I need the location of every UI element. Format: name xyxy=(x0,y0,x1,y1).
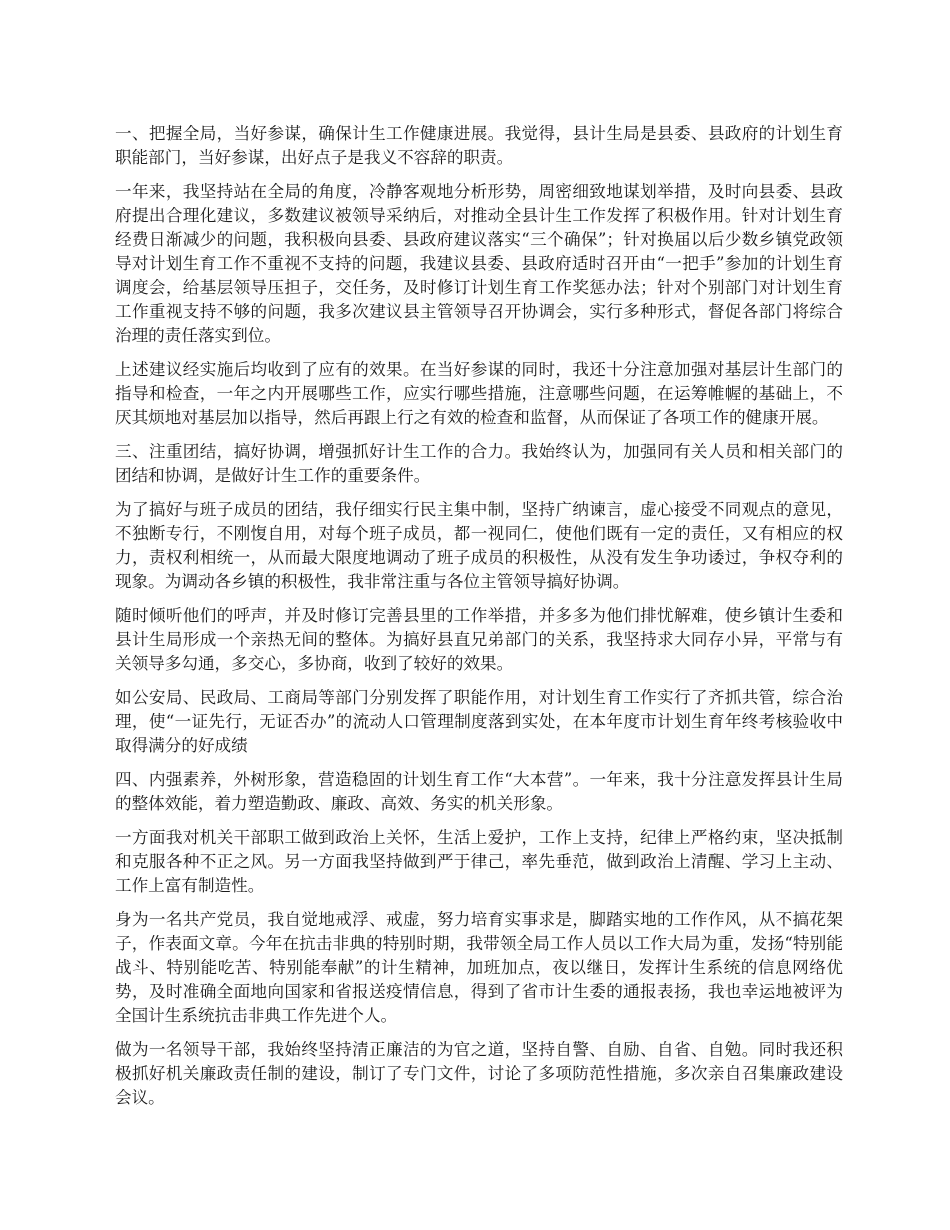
paragraph-3: 上述建议经实施后均收到了应有的效果。在当好参谋的同时，我还十分注意加强对基层计生部门的指导和检查，一年之内开展哪些工作，应实行哪些措施，注意哪些问题，在运筹帷幄的基础上，不厌其烦地对基层加以指导，然后再跟上行之有效的检查和监督，从而保证了各项工作的健康开展。 xyxy=(115,360,843,427)
paragraph-7: 如公安局、民政局、工商局等部门分别发挥了职能作用，对计划生育工作实行了齐抓共管，综合治理，使“一证先行，无证否办”的流动人口管理制度落到实处，在本年度市计划生育年终考核验收中取得满分的好成绩 xyxy=(115,688,843,755)
paragraph-6: 随时倾听他们的呼声，并及时修订完善县里的工作举措，并多多为他们排忧解难，使乡镇计生委和县计生局形成一个亲热无间的整体。为搞好县直兄弟部门的关系，我坚持求大同存小异，平常与有关领导多勾通，多交心，多协商，收到了较好的效果。 xyxy=(115,606,843,673)
paragraph-8: 四、内强素养，外树形象，营造稳固的计划生育工作“大本营”。一年来，我十分注意发挥县计生局的整体效能，着力塑造勤政、廉政、高效、务实的机关形象。 xyxy=(115,770,843,813)
paragraph-11: 做为一名领导干部，我始终坚持清正廉洁的为官之道，坚持自警、自励、自省、自勉。同时我还积极抓好机关廉政责任制的建设，制订了专门文件，讨论了多项防范性措施，多次亲自召集廉政建设会议。 xyxy=(115,1040,843,1107)
paragraph-4: 三、注重团结，搞好协调，增强抓好计生工作的合力。我始终认为，加强同有关人员和相关部门的团结和协调，是做好计生工作的重要条件。 xyxy=(115,442,843,485)
paragraph-9: 一方面我对机关干部职工做到政治上关怀，生活上爱护，工作上支持，纪律上严格约束，坚决抵制和克服各种不正之风。另一方面我坚持做到严于律己，率先垂范，做到政治上清醒、学习上主动、工作上富有制造性。 xyxy=(115,828,843,895)
paragraph-10: 身为一名共产党员，我自觉地戒浮、戒虚，努力培育实事求是，脚踏实地的工作作风，从不搞花架子，作表面文章。今年在抗击非典的特别时期，我带领全局工作人员以工作大局为重，发扬“特别能战斗、特别能吃苦、特别能奉献”的计生精神，加班加点，夜以继日，发挥计生系统的信息网络优势，及时准确全面地向国家和省报送疫情信息，得到了省市计生委的通报表扬，我也幸运地被评为全国计生系统抗击非典工作先进个人。 xyxy=(115,910,843,1025)
document-body xyxy=(115,122,843,1120)
paragraph-1: 一、把握全局，当好参谋，确保计生工作健康进展。我觉得，县计生局是县委、县政府的计划生育职能部门，当好参谋，出好点子是我义不容辞的职责。 xyxy=(115,124,843,167)
paragraph-2: 一年来，我坚持站在全局的角度，冷静客观地分析形势，周密细致地谋划举措，及时向县委、县政府提出合理化建议，多数建议被领导采纳后，对推动全县计生工作发挥了积极作用。针对计划生育经费日渐减少的问题，我积极向县委、县政府建议落实“三个确保”；针对换届以后少数乡镇党政领导对计划生育工作不重视不支持的问题，我建议县委、县政府适时召开由“一把手”参加的计划生育调度会，给基层领导压担子，交任务，及时修订计划生育工作奖惩办法；针对个别部门对计划生育工作重视支持不够的问题，我多次建议县主管领导召开协调会，实行多种形式，督促各部门将综合治理的责任落实到位。 xyxy=(115,182,843,345)
paragraph-5: 为了搞好与班子成员的团结，我仔细实行民主集中制，坚持广纳谏言，虚心接受不同观点的意见，不独断专行，不刚愎自用，对每个班子成员，都一视同仁，使他们既有一定的责任，又有相应的权力，责权利相统一，从而最大限度地调动了班子成员的积极性，从没有发生争功诿过，争权夺利的现象。为调动各乡镇的积极性，我非常注重与各位主管领导搞好协调。 xyxy=(115,500,843,591)
